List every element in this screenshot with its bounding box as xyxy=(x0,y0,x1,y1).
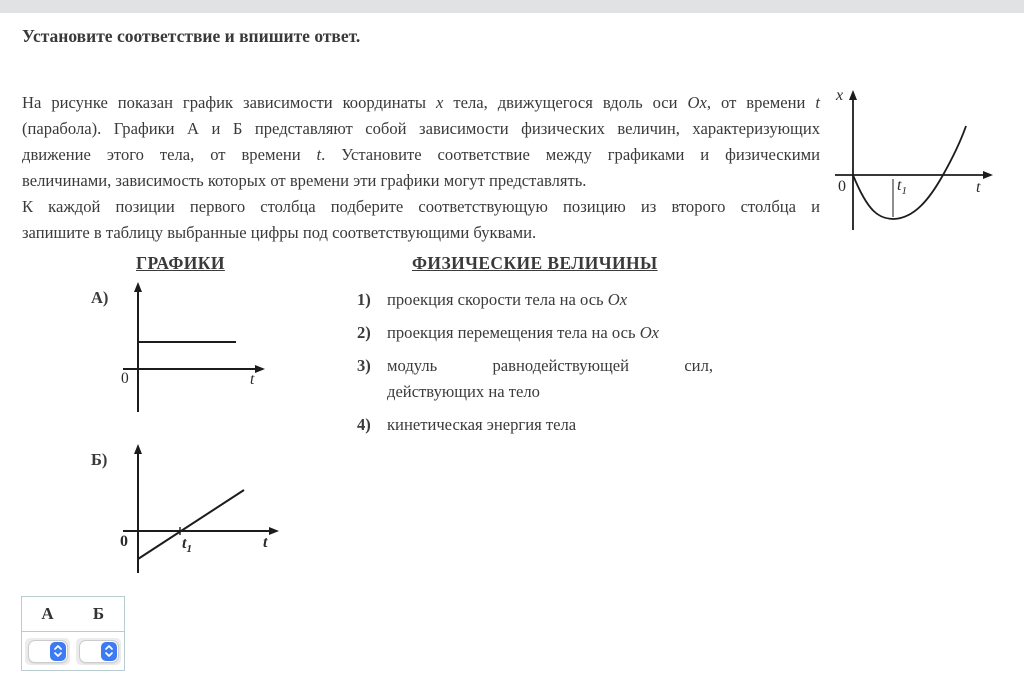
paragraph-line: (парабола). Графики А и Б представляют собой зависимости физических величин, характеризующих xyxy=(22,119,820,138)
paragraph-line: На рисунке показан график зависимости координаты x тела, движущегося вдоль оси Ox, от времени t xyxy=(22,93,821,112)
answer-select-b[interactable] xyxy=(76,638,121,665)
physical-quantities-list xyxy=(357,287,713,445)
list-item xyxy=(357,353,713,405)
item-number: 3) xyxy=(357,356,371,375)
graph-b-origin-label: 0 xyxy=(120,533,128,550)
column-header-quantities: ФИЗИЧЕСКИЕ ВЕЛИЧИНЫ xyxy=(412,253,658,273)
list-item xyxy=(357,412,713,438)
answer-select-a[interactable] xyxy=(25,638,70,665)
answer-table-row xyxy=(22,632,124,670)
graph-a-y-arrow xyxy=(134,282,142,292)
column-header-graphs: ГРАФИКИ xyxy=(136,253,225,273)
answer-header-a: А xyxy=(41,604,54,623)
graph-a-origin-label: 0 xyxy=(121,370,129,387)
paragraph-line: величинами, зависимость которых от времени эти графики могут представлять. xyxy=(22,171,587,190)
figure-y-label: x xyxy=(836,87,844,104)
y-axis-arrow xyxy=(849,90,857,100)
figure-origin-label: 0 xyxy=(838,178,846,195)
item-number: 1) xyxy=(357,290,371,309)
answer-cell-b xyxy=(73,638,124,665)
figure-x-label: t xyxy=(976,179,981,196)
graph-b-label: Б) xyxy=(91,450,108,469)
parabola-curve xyxy=(853,126,966,219)
paragraph-line: движение этого тела, от времени t. Установите соответствие между графиками и физическими xyxy=(22,145,820,164)
graph-a xyxy=(113,280,278,420)
list-item xyxy=(357,320,713,346)
graph-b-x-arrow xyxy=(269,527,279,535)
x-axis-arrow xyxy=(983,171,993,179)
item-text: кинетическая энергия тела xyxy=(387,415,577,434)
select-stepper-icon[interactable] xyxy=(50,642,66,661)
parabola-figure xyxy=(832,86,1022,238)
graph-b xyxy=(113,442,291,582)
page-title: Установите соответствие и впишите ответ. xyxy=(22,26,361,46)
item-text: проекция перемещения тела на ось Ox xyxy=(387,323,660,342)
answer-table-header xyxy=(22,597,124,632)
item-number: 2) xyxy=(357,323,371,342)
list-item xyxy=(357,287,713,313)
item-text xyxy=(387,353,713,405)
item-text-line: модуль равнодействующей сил, xyxy=(387,356,713,375)
paragraph-line: запишите в таблицу выбранные цифры под соответствующими буквами. xyxy=(22,223,537,242)
answer-cell-a xyxy=(22,638,73,665)
item-text-line: действующих на тело xyxy=(387,382,540,401)
graph-a-x-label: t xyxy=(250,371,255,388)
item-number: 4) xyxy=(357,415,371,434)
graph-a-label: А) xyxy=(91,288,109,307)
figure-t1-label: $t_1$ xyxy=(897,177,907,197)
graph-b-t1-label: $t_1$ xyxy=(182,535,192,555)
problem-statement xyxy=(22,90,820,246)
graph-a-x-arrow xyxy=(255,365,265,373)
answer-table xyxy=(21,596,125,671)
item-text: проекция скорости тела на ось Ox xyxy=(387,290,628,309)
top-gray-bar xyxy=(0,0,1024,13)
graph-b-y-arrow xyxy=(134,444,142,454)
answer-header-b: Б xyxy=(92,604,105,623)
paragraph-line: К каждой позиции первого столбца подберите соответствующую позицию из второго столбца и xyxy=(22,197,820,216)
select-stepper-icon[interactable] xyxy=(101,642,117,661)
graph-b-x-label: t xyxy=(263,534,268,551)
